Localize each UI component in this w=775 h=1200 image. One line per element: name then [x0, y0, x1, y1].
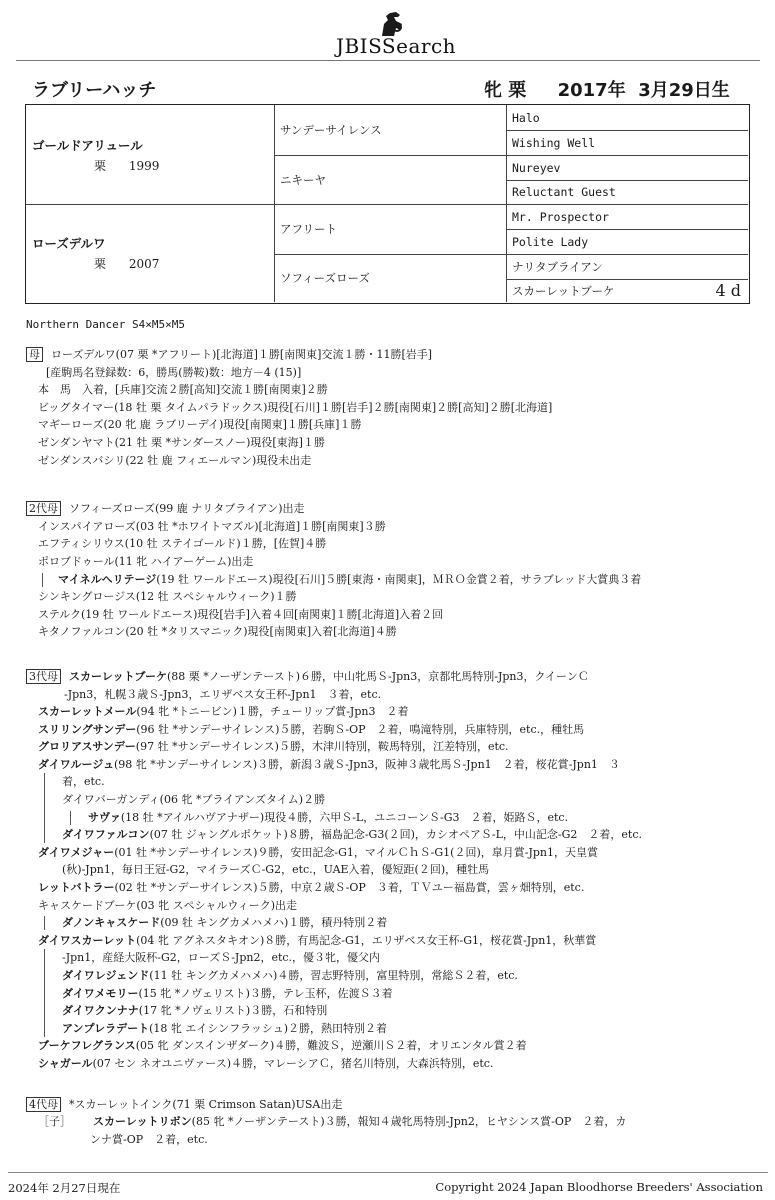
- list-item[interactable]: エフティシリウス(10 牡 ステイゴールド)１勝，[佐賀]４勝: [38, 537, 327, 551]
- list-item[interactable]: [26, 809, 756, 827]
- pedigree-gen3[interactable]: Nureyev: [512, 160, 561, 175]
- list-item[interactable]: [26, 1055, 756, 1073]
- pedigree-gen2[interactable]: サンデーサイレンス: [280, 123, 382, 137]
- list-item[interactable]: [26, 879, 756, 897]
- pedigree-gen3[interactable]: Mr. Prospector: [512, 209, 609, 224]
- second-dam-record[interactable]: ソフィーズローズ(99 鹿 ナリタブライアン)出走: [69, 502, 305, 516]
- list-item[interactable]: ゼンダンヤマト(21 牡 栗 *サンダースノー)現役[東海]１勝: [38, 435, 325, 449]
- dam-record: ローズデルワ(07 栗 *アフリート)[北海道]１勝[南関東]交流１勝・11勝[岩手]: [51, 348, 433, 361]
- horse-name-bold: ダノンキャスケード: [62, 916, 161, 930]
- list-item[interactable]: シンキングロージス(12 牡 スペシャルウィーク)１勝: [38, 590, 297, 604]
- footer-divider: [8, 1172, 768, 1173]
- horse-record: (07 牡 ジャングルポケット)８勝，福島記念-G3(２回)，カシオペアＳ-L，中山記念-G2 ２着，etc.: [149, 828, 643, 842]
- list-item[interactable]: キャスケードブーケ(03 牝 スペシャルウィーク)出走: [38, 898, 298, 912]
- dam-line: [26, 346, 756, 364]
- section-gap: [26, 660, 756, 668]
- site-logo[interactable]: [0, 10, 775, 56]
- horse-record: (17 牝 *ノヴェリスト)３勝，石和特別: [138, 1004, 328, 1018]
- list-item[interactable]: [26, 932, 756, 950]
- copyright: Copyright 2024 Japan Bloodhorse Breeders' Association: [435, 1180, 763, 1194]
- horse-name: ラブリーハッチ: [32, 80, 157, 101]
- indent-bar: [70, 811, 71, 825]
- pedigree-gen3[interactable]: Reluctant Guest: [512, 185, 616, 199]
- list-item[interactable]: [26, 721, 756, 739]
- horse-meta: 牝 栗 2017年 3月29日生: [484, 80, 730, 101]
- list-item[interactable]: ステルク(19 牡 ワールドエース)現役[岩手]入着４回[南関東]１勝[北海道]入着２回: [38, 607, 444, 621]
- list-item[interactable]: [26, 703, 756, 721]
- pedigree-gen2[interactable]: ニキーヤ: [280, 172, 326, 187]
- list-item[interactable]: [26, 844, 756, 862]
- section-badge: 3代母: [26, 669, 61, 684]
- list-item[interactable]: ダイワバーガンディ(06 牝 *ブライアンズタイム)２勝: [62, 793, 326, 807]
- pedigree-sire[interactable]: [26, 105, 274, 204]
- horse-record: (09 牡 キングカメハメハ)１勝，積丹特別２着: [160, 916, 388, 930]
- list-item[interactable]: ゼンダンスバシリ(22 牡 鹿 フィエールマン)現役未出走: [38, 453, 312, 467]
- horse-record: (01 牡 *サンデーサイレンス)９勝，安田記念-G1，マイルＣｈＳ-G1(２回)，皐月賞-Jpn1，天皇賞: [114, 845, 598, 859]
- pedigree-gen3[interactable]: Halo: [512, 110, 540, 125]
- pedigree-dam[interactable]: [26, 204, 274, 302]
- horse-record: (85 牝 *ノーザンテースト)３勝，報知４歳牝馬特別-Jpn2，ヒヤシンス賞-OP ２着，カ: [191, 1115, 627, 1129]
- horse-record: (94 牝 *トニービン)１勝，チューリップ賞-Jpn3 ２着: [136, 705, 409, 719]
- horse-name-bold: ダイワメモリー: [62, 986, 139, 1000]
- list-item[interactable]: [26, 738, 756, 756]
- list-item[interactable]: [26, 1113, 756, 1131]
- family-section: [26, 346, 756, 1148]
- pedigree-gen3[interactable]: ナリタブライアン: [512, 259, 603, 274]
- horse-name-bold: スカーレットメール: [38, 705, 137, 719]
- horse-name-bold: ダイワメジャー: [38, 845, 115, 859]
- section-badge: 4代母: [26, 1097, 61, 1112]
- horse-name-bold: ダイワスカーレット: [38, 933, 137, 947]
- horse-record: (18 牡 *アイルハヴアナザー)現役４勝，六甲Ｓ-L，ユニコーンＳ-G3 ２着，姫路Ｓ，etc.: [120, 810, 569, 824]
- list-item-cont: [26, 773, 756, 791]
- logo-text-main: JBIS: [335, 34, 382, 58]
- sire-info: 栗 1999: [94, 158, 160, 173]
- dam-name: ローズデルワ: [32, 236, 106, 251]
- horse-name-bold: グロリアスサンデー: [38, 740, 136, 754]
- logo-text: [326, 34, 466, 58]
- horse-record-cont: -Jpn3，札幌３歳Ｓ-Jpn3，エリザベス女王杯-Jpn1 ３着，etc.: [64, 687, 382, 701]
- horse-record: (96 牡 *サンデーサイレンス)５勝，若駒Ｓ-OP ２着，鳴滝特別，兵庫特別，etc.，種牡馬: [136, 722, 585, 736]
- pedigree-gen3[interactable]: Polite Lady: [512, 234, 589, 249]
- list-item[interactable]: ビッグタイマー(18 牡 栗 タイムパラドックス)現役[石川]１勝[岩手]２勝[南関東]２勝[高知]２勝[北海道]: [38, 400, 553, 414]
- list-item[interactable]: [26, 826, 756, 844]
- header-divider: [16, 60, 760, 61]
- pedigree-gen2[interactable]: ソフィーズローズ: [280, 271, 370, 285]
- horse-name-bold: ダイワファルコン: [62, 828, 150, 842]
- list-item-cont: ンナ賞-OP ２着，etc.: [90, 1132, 208, 1146]
- list-item[interactable]: [26, 1002, 756, 1020]
- indent-bar: [42, 573, 43, 587]
- horse-record: (98 牝 *サンデーサイレンス)３勝，新潟３歳Ｓ-Jpn3，阪神３歳牝馬Ｓ-Jpn1 ２着，桜花賞-Jpn1 ３: [114, 757, 620, 771]
- child-tag: ［子］: [38, 1115, 71, 1129]
- list-item-cont: (秋)-Jpn1，毎日王冠-G2，マイラーズＣ-G2，etc.，UAE入着，優短距(２回)，種牡馬: [62, 863, 490, 877]
- horse-name-bold: シャガール: [38, 1056, 93, 1070]
- section-gap: [26, 641, 756, 660]
- second-dam-line: [26, 500, 756, 518]
- section-gap: [26, 469, 756, 488]
- pedigree-gen3[interactable]: スカーレットブーケ: [512, 283, 615, 298]
- horse-record: (07 セン ネオユニヴァース)４勝，マレーシアＣ，猪名川特別，大森浜特別，etc.: [92, 1056, 494, 1070]
- section-badge: 2代母: [26, 501, 61, 516]
- third-dam-line: [26, 668, 756, 686]
- list-item[interactable]: [26, 1037, 756, 1055]
- horse-name-bold: レットバトラー: [38, 881, 115, 895]
- inbreeding-note: Northern Dancer S4×M5×M5: [26, 318, 185, 331]
- horse-name-bold: ブーケフレグランス: [38, 1039, 136, 1053]
- horse-name-bold: アンプレラデート: [62, 1021, 150, 1035]
- list-item[interactable]: [26, 571, 756, 589]
- horse-name-bold: ダイワクンナナ: [62, 1004, 139, 1018]
- horse-name-bold: スリリングサンデー: [38, 722, 137, 736]
- list-item[interactable]: マギーローズ(20 牝 鹿 ラブリーデイ)現役[南関東]１勝[兵庫]１勝: [38, 418, 362, 432]
- list-item[interactable]: [26, 914, 756, 932]
- horse-record: (02 牡 *サンデーサイレンス)５勝，中京２歳Ｓ-OP ３着，ＴＶユー福島賞，雲ヶ畑特別，etc.: [114, 881, 585, 895]
- pedigree-gen3[interactable]: Wishing Well: [512, 135, 596, 150]
- pedigree-gen2[interactable]: アフリート: [280, 222, 338, 236]
- list-item-cont: [26, 949, 756, 967]
- section-gap: [26, 1073, 756, 1092]
- section-badge: 母: [26, 347, 43, 362]
- list-item[interactable]: [26, 756, 756, 774]
- horse-record: (04 牝 アグネスタキオン)８勝，有馬記念-G1，エリザベス女王杯-G1，桜花賞-Jpn1，秋華賞: [136, 933, 597, 947]
- dam-info: 栗 2007: [94, 257, 160, 271]
- horse-name-bold: サヴァ: [88, 810, 121, 824]
- horse-name-bold: スカーレットリボン: [93, 1115, 192, 1129]
- horse-record: (15 牝 *ノヴェリスト)３勝，テレ玉杯，佐渡Ｓ３着: [138, 986, 393, 1000]
- pedigree-note: 4 d: [715, 281, 741, 300]
- list-item[interactable]: インスパイアローズ(03 牡 *ホワイトマズル)[北海道]１勝[南関東]３勝: [38, 519, 386, 533]
- horse-record: (05 牝 ダンスインザダーク)４勝，難波Ｓ，逆瀬川Ｓ２着，オリエンタル賞２着: [135, 1039, 527, 1053]
- list-item[interactable]: キタノファルコン(20 牡 *タリスマニック)現役[南関東]入着[北海道]４勝: [38, 625, 397, 639]
- horse-record: (11 牡 キングカメハメハ)４勝，習志野特別，富里特別，常総Ｓ２着，etc.: [149, 969, 518, 982]
- dam-produce-stats: [産駒馬名登録数：6，勝馬(勝鞍)数：地方－4 (15)]: [46, 365, 302, 379]
- as-of-date: 2024年 2月27日現在: [8, 1181, 121, 1195]
- section-gap: [26, 488, 756, 500]
- horse-name-bold: ダイワルージュ: [38, 757, 115, 771]
- horse-record-cont: -Jpn1，産経大阪杯-G2，ローズＳ-Jpn2，etc.，優３牝，優父内: [62, 951, 381, 965]
- horse-record: (88 栗 *ノーザンテースト)６勝，中山牝馬Ｓ-Jpn3，京都牝馬特別-Jpn3，クイーンＣ: [167, 669, 589, 683]
- sire-name: ゴールドアリュール: [32, 137, 143, 153]
- fourth-dam-line: [26, 1096, 756, 1114]
- logo-text-search: Search: [381, 34, 457, 58]
- indent-bar: [44, 916, 45, 930]
- horse-name-bold[interactable]: スカーレットブーケ: [69, 669, 168, 683]
- horse-record: (97 牡 *サンデーサイレンス)５勝，木津川特別，鞍馬特別，江差特別，etc.: [135, 740, 509, 754]
- list-item[interactable]: [26, 967, 756, 985]
- horse-name-bold: ダイワレジェンド: [62, 969, 150, 982]
- horse-record: (18 牝 エイシンフラッシュ)２勝，熱田特別２着: [149, 1021, 387, 1035]
- list-item[interactable]: ポロブドゥール(11 牝 ハイアーゲーム)出走: [38, 554, 254, 568]
- horse-record: (19 牡 ワールドエース)現役[石川]５勝[東海・南関東]，ＭＲＯ金賞２着，サラブレッド大賞典３着: [156, 572, 642, 586]
- list-item: 本 馬 入着，[兵庫]交流２勝[高知]交流１勝[南関東]２勝: [38, 383, 328, 397]
- horse-name-bold: マイネルヘリテージ: [58, 572, 157, 586]
- horse-record-cont: 着，etc.: [62, 775, 105, 789]
- list-item[interactable]: [26, 985, 756, 1003]
- list-item[interactable]: [26, 1020, 756, 1038]
- pedigree-table: [25, 104, 750, 304]
- fourth-dam-record[interactable]: *スカーレットインク(71 栗 Crimson Satan)USA出走: [69, 1097, 343, 1111]
